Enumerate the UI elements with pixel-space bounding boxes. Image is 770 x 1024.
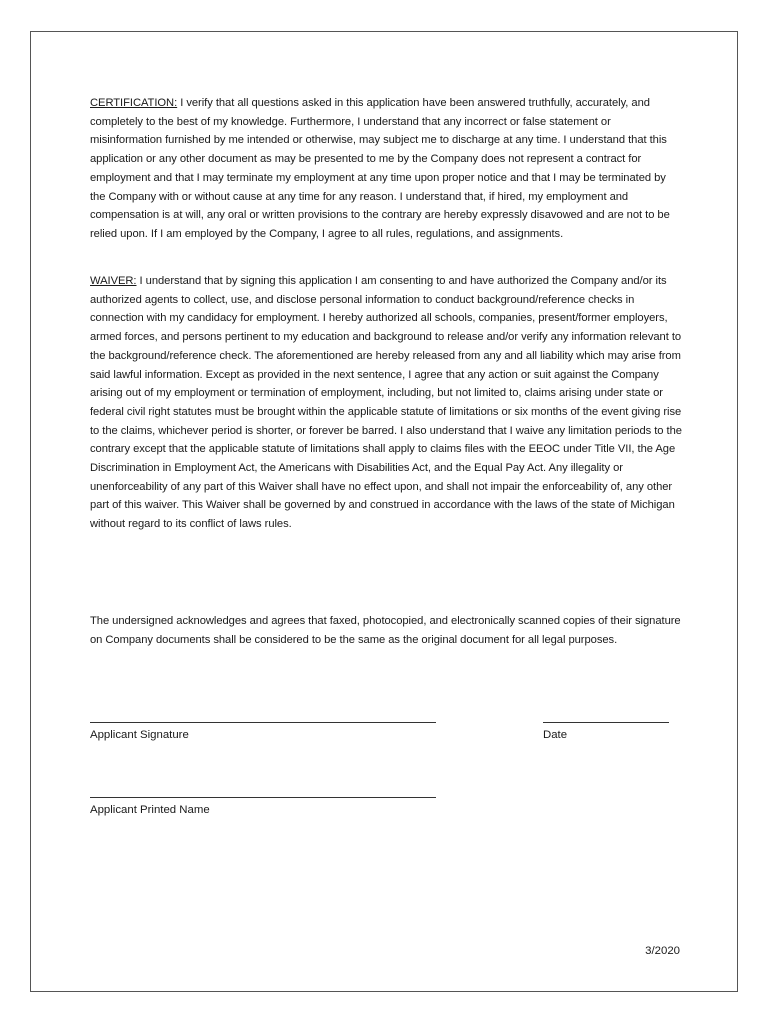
applicant-printed-name-label: Applicant Printed Name: [90, 804, 210, 816]
certification-paragraph: [90, 94, 682, 244]
certification-heading: CERTIFICATION:: [90, 97, 178, 109]
waiver-body: I understand that by signing this application I am consenting to and have authorized the Company and/or its authorized agents to collect, use, and disclose personal information to conduct background/reference checks in connection with my candidacy for employment. I hereby authorized all schools, companies, present/former employers, armed forces, and persons pertinent to my education and background to release and/or verify any information relevant to the background/reference check. The aforementioned are hereby released from any and all liability which may arise from said lawful information. Except as provided in the next sentence, I agree that any action or suit against the Company arising out of my employment or termination of employment, including, but not limited to, claims arising under state or federal civil right statutes must be brought within the applicable statute of limitations or six months of the event giving rise to the claims, whichever period is shorter, or forever be barred. I also understand that I waive any limitation periods to the contrary except that the applicable statute of limitations shall apply to claims files with the EEOC under Title VII, the Age Discrimination in Employment Act, the Americans with Disabilities Act, and the Equal Pay Act. Any illegality or unenforceability of any part of this Waiver shall have no effect upon, and shall not impair the enforceability of, any other part of this waiver. This Waiver shall be governed by and construed in accordance with the laws of the state of Michigan without regard to its conflict of laws rules.: [90, 275, 682, 531]
revision-date: 3/2020: [645, 945, 680, 957]
acknowledgement-paragraph: The undersigned acknowledges and agrees that faxed, photocopied, and electronically scanned copies of their signature on Company documents shall be considered to be the same as the original document for all legal purposes.: [90, 615, 681, 646]
waiver-heading: WAIVER:: [90, 275, 137, 287]
date-label: Date: [543, 729, 568, 741]
certification-body: I verify that all questions asked in this application have been answered truthfully, accurately, and completely to the best of my knowledge. Furthermore, I understand that any incorrect or false statement or misinformation furnished by me intended or otherwise, may subject me to discharge at any time. I understand that this application or any other document as may be presented to me by the Company does not represent a contract for employment and that I may terminate my employment at any time upon proper notice and that I may be terminated by the Company with or without cause at any time for any reason. I understand that, if hired, my employment and compensation is at will, any oral or written provisions to the contrary are hereby expressly disavowed and are not to be relied upon. If I am employed by the Company, I agree to all rules, regulations, and assignments.: [90, 97, 670, 240]
applicant-signature-line[interactable]: [90, 722, 436, 723]
applicant-signature-label: Applicant Signature: [90, 729, 189, 741]
date-line[interactable]: [543, 722, 669, 723]
waiver-paragraph: [90, 272, 682, 534]
applicant-printed-name-line[interactable]: [90, 797, 436, 798]
